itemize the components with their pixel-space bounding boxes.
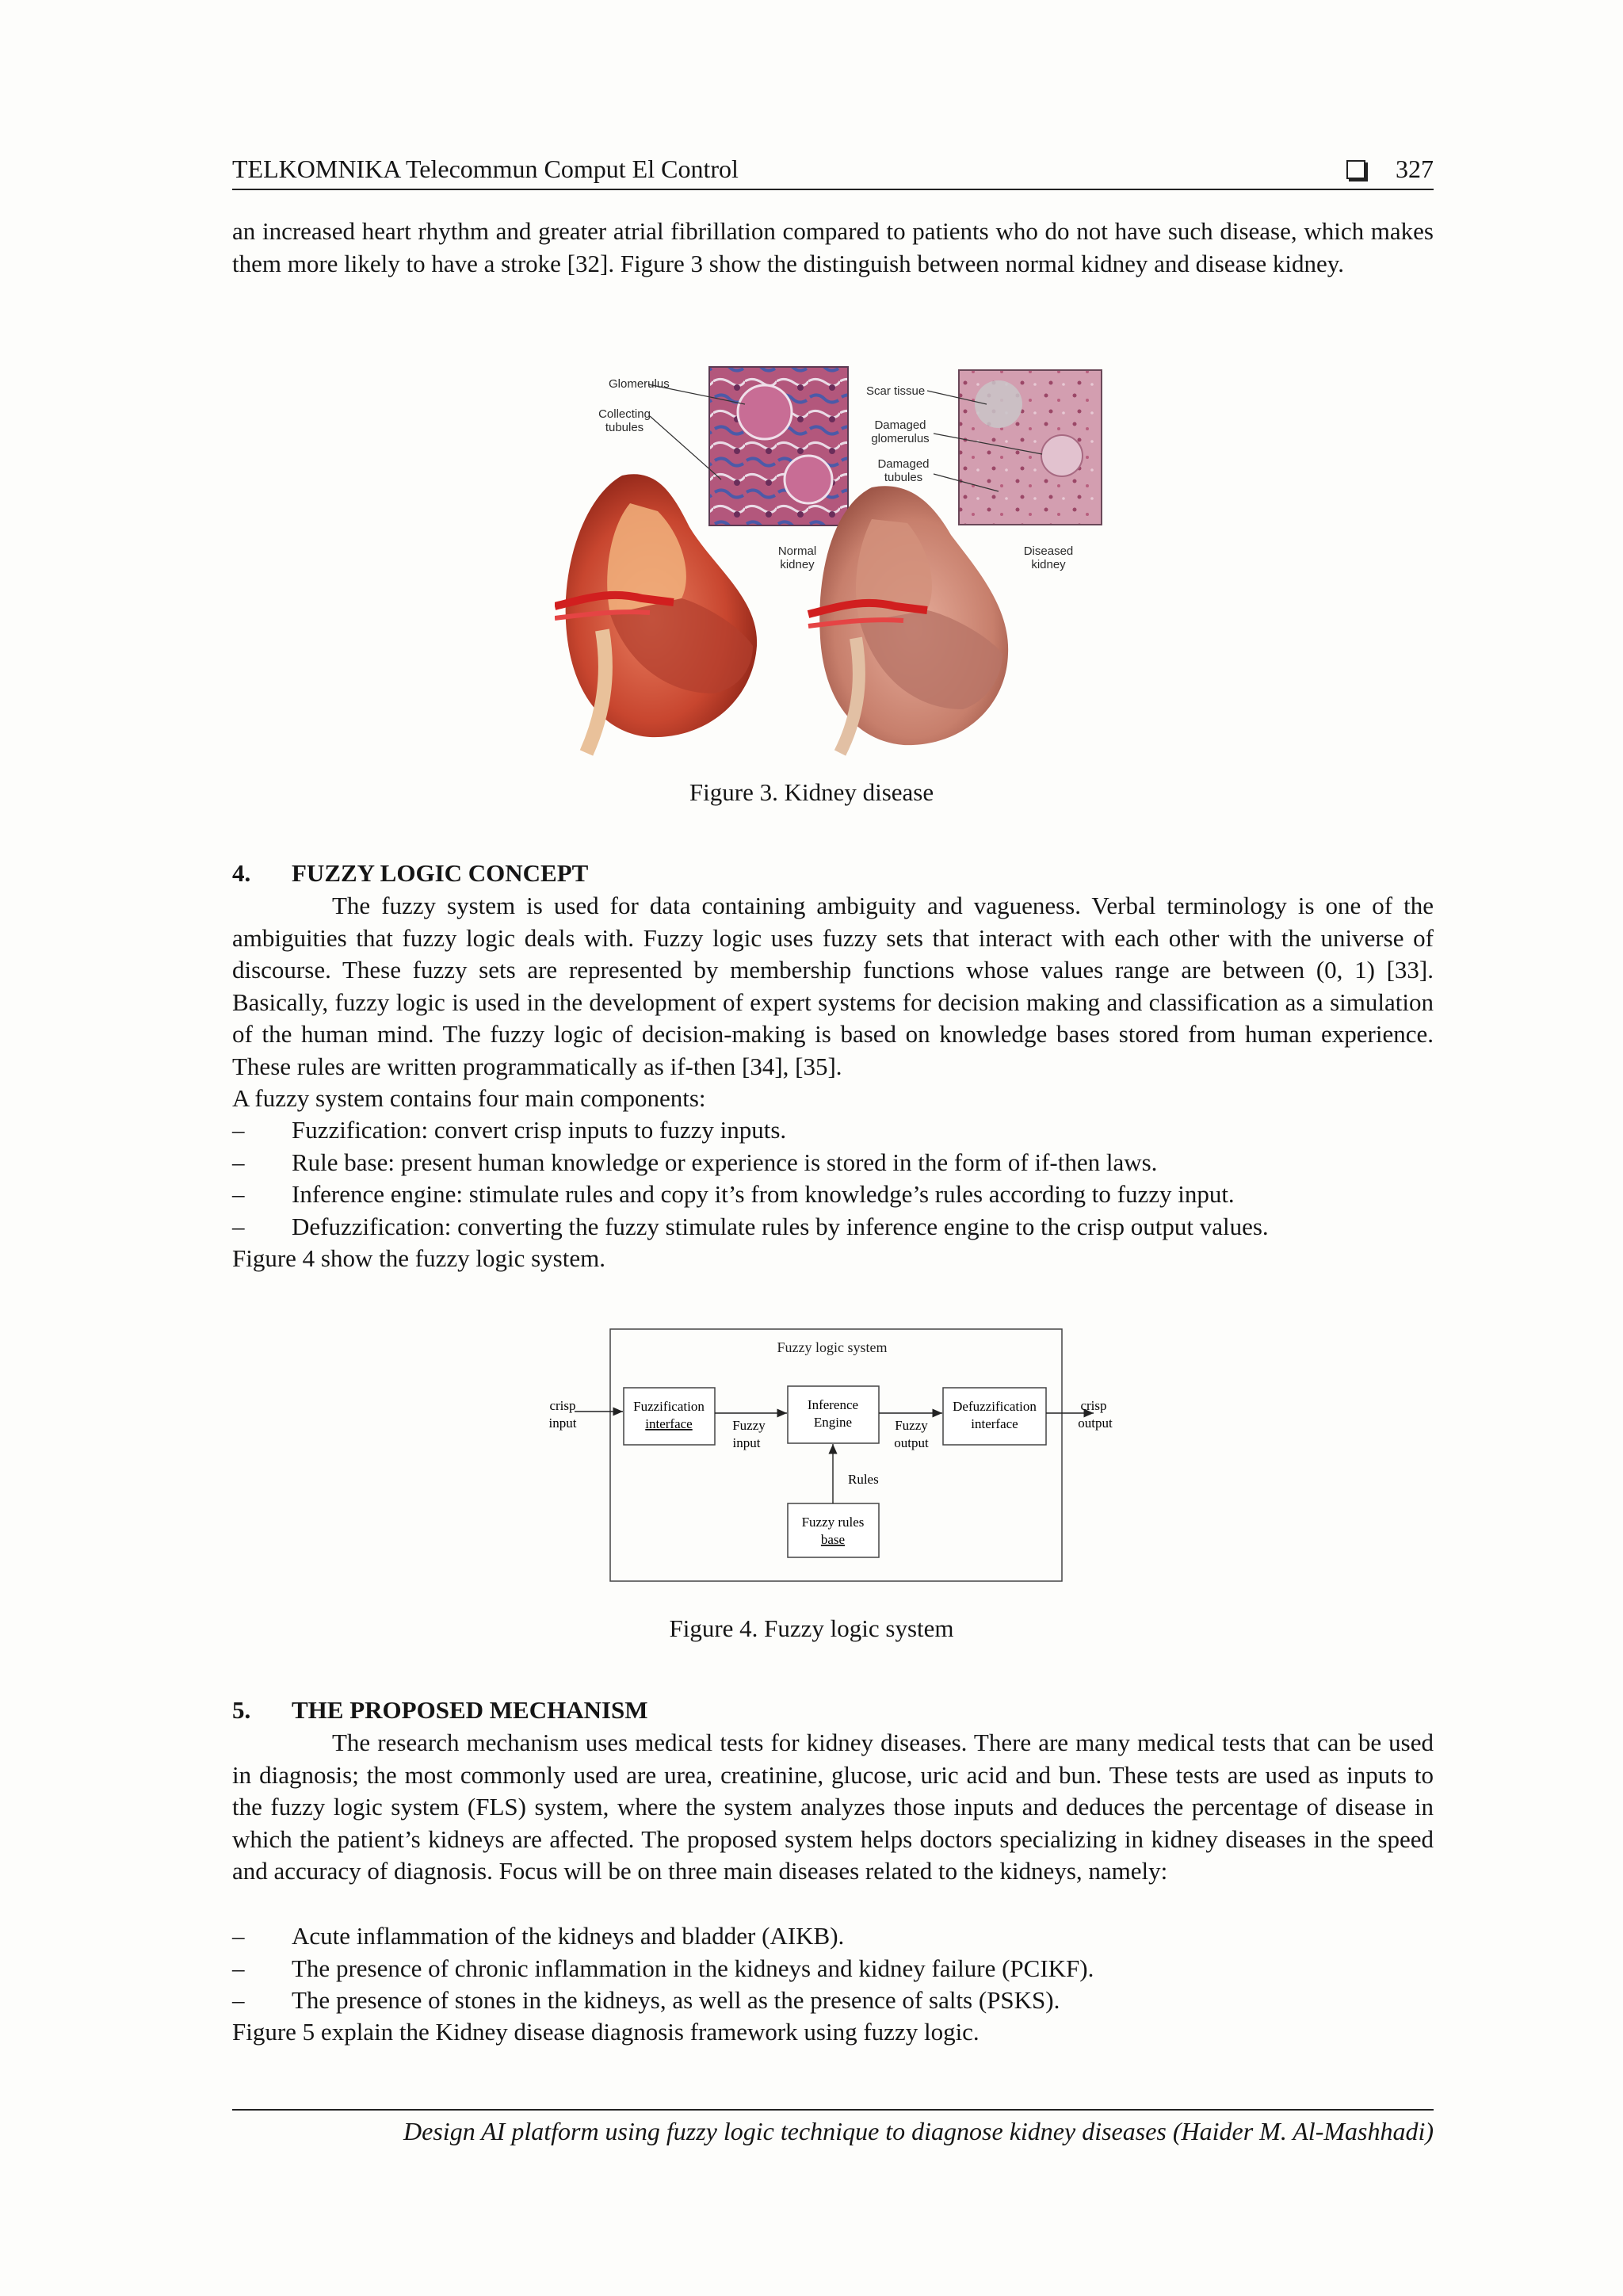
label-glomerulus: Glomerulus bbox=[609, 377, 670, 391]
journal-title: TELKOMNIKA Telecommun Comput El Control bbox=[232, 155, 739, 183]
scar-tissue-shape bbox=[975, 380, 1022, 428]
section-4-paragraph: The fuzzy system is used for data containing ambiguity and vagueness. Verbal terminology is one of the ambiguities that fuzzy logic deals with. Fuzzy logic uses fuzzy sets that interact with each other with the universe of discourse. These fuzzy sets are represented by membership functions whose values range are between (0, 1) [33]. Basically, fuzzy logic is used in the development of expert systems for decision making and classification as a simulation of the human mind. The fuzzy logic of decision-making is based on knowledge bases stored from human experience. These rules are written programmatically as if-then [34], [35]. bbox=[232, 892, 1434, 1080]
crisp-output-label-1: crisp bbox=[1080, 1398, 1107, 1413]
label-damaged-glom-2: glomerulus bbox=[871, 432, 930, 445]
fuzzy-input-label-1: Fuzzy bbox=[732, 1418, 766, 1433]
label-diseased-2: kidney bbox=[1031, 558, 1066, 571]
glomerulus-shape-2 bbox=[785, 456, 832, 503]
section-5-title: THE PROPOSED MECHANISM bbox=[292, 1696, 648, 1724]
label-collecting-1: Collecting bbox=[598, 407, 651, 421]
section-5-paragraph: The research mechanism uses medical tests for kidney diseases. There are many medical tests that can be used in diagnosis; the most commonly used are urea, creatinine, glucose, uric acid and bun. These tests are used as inputs to the fuzzy logic system (FLS) system, where the system analyzes those inputs and deduces the percentage of disease in which the patient’s kidneys are affected. The proposed system helps doctors specializing in kidney diseases in the speed and accuracy of diagnosis. Focus will be on three main diseases related to the kidneys, namely: bbox=[232, 1729, 1434, 1885]
rules-base-label-2: base bbox=[820, 1532, 846, 1547]
list-item: – Acute inflammation of the kidneys and bladder (AIKB). bbox=[232, 1922, 845, 1950]
section-5-number: 5. bbox=[232, 1696, 251, 1724]
fuzzy-output-label-2: output bbox=[894, 1435, 929, 1450]
section-4-closing: Figure 4 show the fuzzy logic system. bbox=[232, 1244, 605, 1272]
crisp-input-label-1: crisp bbox=[549, 1398, 576, 1413]
rules-base-label-1: Fuzzy rules bbox=[801, 1515, 865, 1530]
label-normal-2: kidney bbox=[780, 558, 815, 571]
label-collecting-2: tubules bbox=[605, 421, 644, 434]
running-footer bbox=[232, 2109, 1434, 2145]
figure-4-fuzzy-logic-diagram bbox=[539, 1320, 1125, 1589]
fuzzification-label-1: Fuzzification bbox=[633, 1399, 705, 1414]
section-4-number: 4. bbox=[232, 859, 251, 887]
list-item: – The presence of stones in the kidneys, as well as the presence of salts (PSKS). bbox=[232, 1986, 1060, 2014]
section-4-bullet-list bbox=[232, 1114, 1434, 1243]
list-item: – Inference engine: stimulate rules and copy it’s from knowledge’s rules according to fuzzy input. bbox=[232, 1180, 1235, 1208]
label-damaged-tub-1: Damaged bbox=[877, 457, 930, 471]
crisp-output-label-2: output bbox=[1078, 1415, 1113, 1431]
glomerulus-shape bbox=[738, 385, 792, 439]
list-item: – Fuzzification: convert crisp inputs to fuzzy inputs. bbox=[232, 1116, 787, 1144]
square-bullet-icon bbox=[1346, 160, 1365, 179]
list-item: – Defuzzification: converting the fuzzy stimulate rules by inference engine to the crisp output values. bbox=[232, 1212, 1269, 1240]
section-5-heading bbox=[232, 1696, 648, 1725]
list-item: – Rule base: present human knowledge or experience is stored in the form of if-then laws. bbox=[232, 1148, 1158, 1176]
figure-3-caption: Figure 3. Kidney disease bbox=[689, 778, 934, 806]
page-number: 327 bbox=[1396, 155, 1434, 183]
rules-label: Rules bbox=[848, 1472, 879, 1487]
section-5-bullet-list bbox=[232, 1920, 1434, 2017]
label-diseased-1: Diseased bbox=[1023, 544, 1074, 558]
section-4-list-intro: A fuzzy system contains four main components: bbox=[232, 1084, 706, 1112]
list-item: – The presence of chronic inflammation in the kidneys and kidney failure (PCIKF). bbox=[232, 1954, 1094, 1982]
defuzzification-label-1: Defuzzification bbox=[953, 1399, 1037, 1414]
figure-4-caption: Figure 4. Fuzzy logic system bbox=[669, 1614, 954, 1642]
section-4-title: FUZZY LOGIC CONCEPT bbox=[292, 859, 589, 887]
fuzzification-label-2: interface bbox=[645, 1416, 693, 1431]
fuzzy-input-label-2: input bbox=[732, 1435, 761, 1450]
defuzzification-label-2: interface bbox=[971, 1416, 1018, 1431]
label-scar: Scar tissue bbox=[866, 384, 926, 398]
label-damaged-glom-1: Damaged bbox=[874, 418, 926, 432]
running-header bbox=[232, 155, 1434, 190]
diseased-kidney bbox=[808, 486, 1008, 753]
label-damaged-tub-2: tubules bbox=[884, 471, 923, 484]
inference-label-2: Engine bbox=[813, 1415, 853, 1430]
diagram-title: Fuzzy logic system bbox=[777, 1339, 888, 1355]
fuzzy-rules-base-box bbox=[788, 1503, 879, 1557]
intro-paragraph: an increased heart rhythm and greater atrial fibrillation compared to patients who do not have such disease, which makes them more likely to have a stroke [32]. Figure 3 show the distinguish between normal kidney and disease kidney. bbox=[232, 217, 1434, 277]
label-normal-1: Normal bbox=[777, 544, 817, 558]
footer-text: Design AI platform using fuzzy logic technique to diagnose kidney diseases (Haider M. Al-Mashhadi) bbox=[403, 2117, 1434, 2145]
damaged-glomerulus-shape bbox=[1041, 435, 1083, 476]
crisp-input-label-2: input bbox=[548, 1415, 577, 1431]
figure-3-kidney-illustration bbox=[555, 361, 1109, 757]
section-5-closing: Figure 5 explain the Kidney disease diagnosis framework using fuzzy logic. bbox=[232, 2018, 980, 2046]
section-4-heading bbox=[232, 859, 588, 888]
inference-label-1: Inference bbox=[807, 1397, 859, 1412]
fuzzy-output-label-1: Fuzzy bbox=[895, 1418, 928, 1433]
